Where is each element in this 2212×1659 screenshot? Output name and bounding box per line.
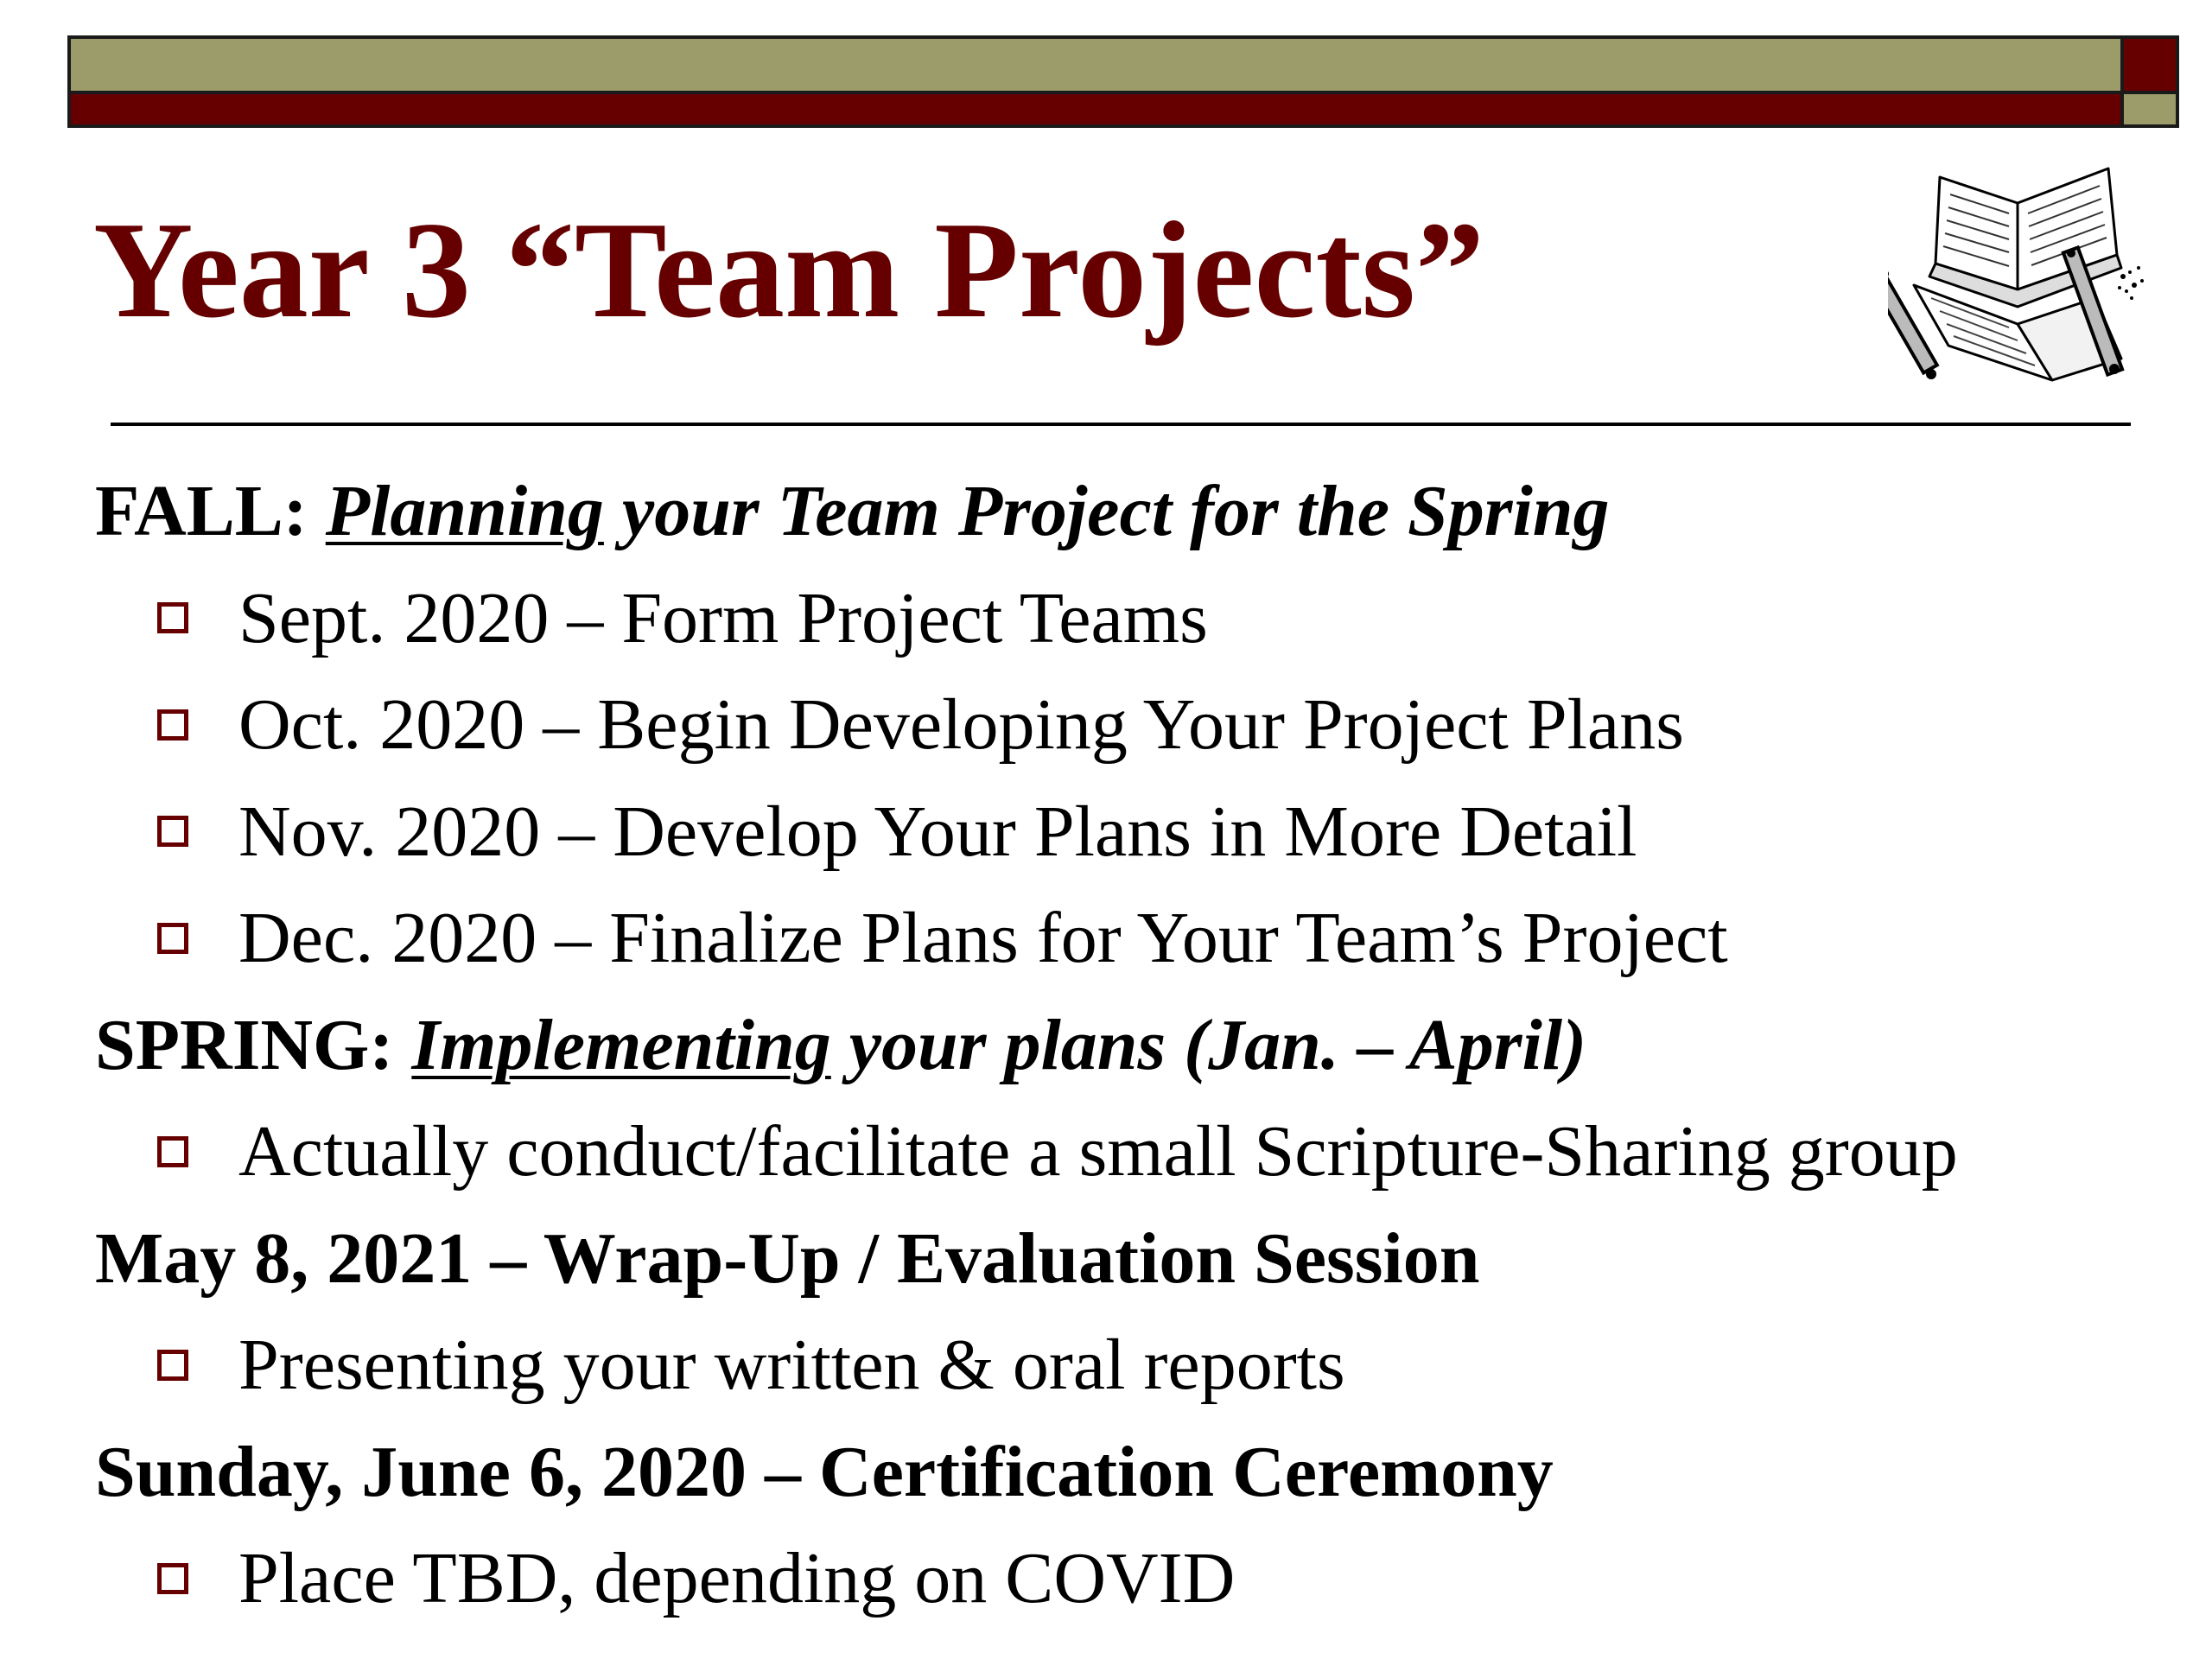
square-bullet-icon bbox=[157, 816, 188, 847]
list-item-text: Sept. 2020 – Form Project Teams bbox=[238, 577, 1208, 658]
section-emphasis-underlined: Implementing bbox=[411, 1004, 831, 1085]
list-item bbox=[95, 1098, 2152, 1205]
header-bar-olive bbox=[71, 39, 2124, 94]
section-heading-spring bbox=[95, 992, 2152, 1099]
header-square-red bbox=[2124, 39, 2176, 94]
section-emphasis-rest: your Team Project for the Spring bbox=[603, 471, 1610, 552]
square-bullet-icon bbox=[157, 923, 188, 954]
list-item bbox=[95, 885, 2152, 992]
slide-body bbox=[95, 458, 2152, 1632]
section-label: SPRING: bbox=[95, 1004, 394, 1085]
list-item bbox=[95, 1312, 2152, 1419]
square-bullet-icon bbox=[157, 602, 188, 633]
header-square-olive bbox=[2124, 94, 2176, 124]
book-and-scroll-icon bbox=[1888, 143, 2164, 419]
square-bullet-icon bbox=[157, 1136, 188, 1167]
list-item-text: Place TBD, depending on COVID bbox=[238, 1538, 1236, 1619]
list-item bbox=[95, 779, 2152, 886]
section-emphasis-underlined: Planning bbox=[325, 471, 604, 552]
section-emphasis bbox=[411, 1003, 1586, 1087]
section-emphasis-rest: your plans (Jan. – April) bbox=[830, 1004, 1587, 1085]
square-bullet-icon bbox=[157, 1350, 188, 1381]
section-label: FALL: bbox=[95, 471, 308, 552]
list-item-text: Actually conduct/facilitate a small Scripture-Sharing group bbox=[238, 1111, 1958, 1192]
header-bar-red bbox=[71, 94, 2124, 124]
square-bullet-icon bbox=[157, 1563, 188, 1594]
slide-title: Year 3 “Team Projects” bbox=[93, 193, 1484, 346]
header-bars bbox=[67, 35, 2179, 128]
square-bullet-icon bbox=[157, 709, 188, 741]
list-item-text: Dec. 2020 – Finalize Plans for Your Team’s Project bbox=[238, 898, 1728, 979]
title-divider bbox=[111, 423, 2131, 426]
list-item bbox=[95, 1525, 2152, 1632]
section-label: May 8, 2021 – Wrap-Up / Evaluation Session bbox=[95, 1217, 1480, 1299]
list-item-text: Presenting your written & oral reports bbox=[238, 1325, 1345, 1406]
list-item bbox=[95, 565, 2152, 672]
section-label: Sunday, June 6, 2020 – Certification Ceremony bbox=[95, 1431, 1554, 1512]
section-heading-wrap-up bbox=[95, 1205, 2152, 1313]
list-item-text: Nov. 2020 – Develop Your Plans in More Detail bbox=[238, 791, 1637, 872]
section-heading-fall bbox=[95, 458, 2152, 565]
list-item-text: Oct. 2020 – Begin Developing Your Project Plans bbox=[238, 684, 1684, 766]
section-emphasis bbox=[326, 469, 1610, 553]
section-heading-certification bbox=[95, 1419, 2152, 1526]
list-item bbox=[95, 671, 2152, 779]
